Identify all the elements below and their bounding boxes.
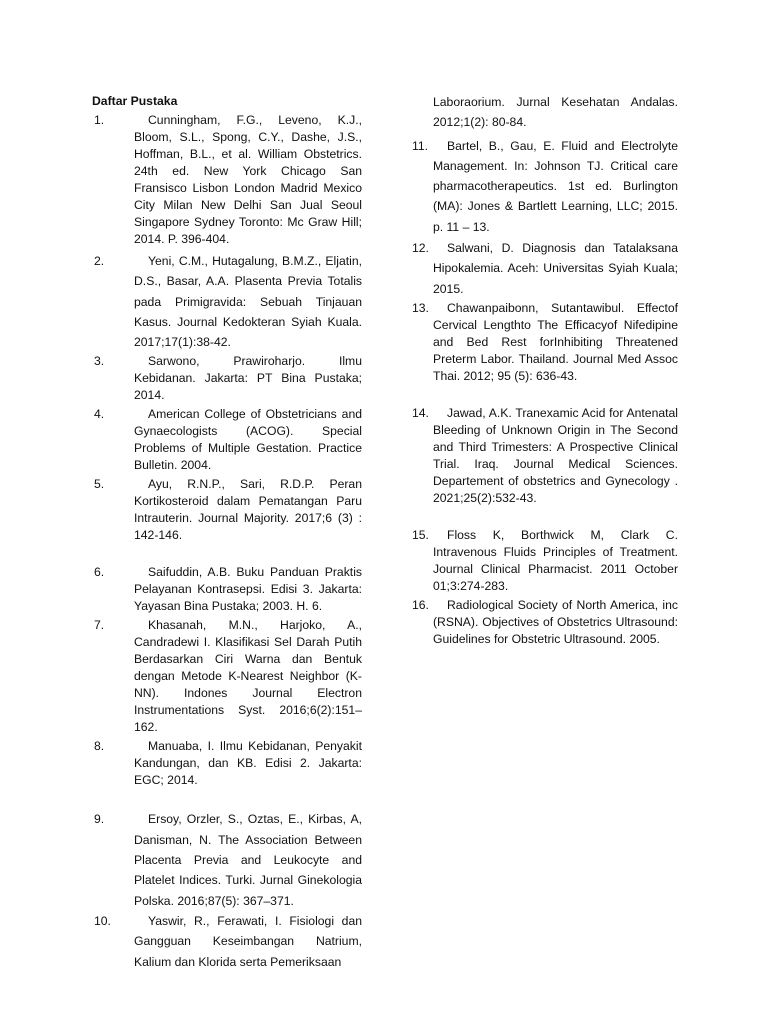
reference-item: [412, 300, 678, 385]
reference-item: [92, 353, 362, 404]
reference-text: Ersoy, Orzler, S., Oztas, E., Kirbas, A, Danisman, N. The Association Between Placenta Previa and Leukocyte and Platelet Indices. Turki. Jurnal Ginekologia Polska. 2016;87(5): 367–371.: [134, 812, 362, 908]
page-title: Daftar Pustaka: [92, 94, 178, 108]
reference-number: 8.: [94, 739, 105, 754]
reference-text: Yaswir, R., Ferawati, I. Fisiologi dan Gangguan Keseimbangan Natrium, Kalium dan Klorida serta Pemeriksaan: [134, 913, 362, 969]
reference-item: [92, 406, 362, 474]
reference-item: [92, 809, 362, 910]
reference-text: American College of Obstetricians and Gynaecologists (ACOG). Special Problems of Multiple Gestation. Practice Bulletin. 2004.: [134, 407, 362, 473]
reference-number: 13.: [412, 300, 429, 315]
right-column: [412, 92, 678, 648]
reference-item: [92, 476, 362, 544]
reference-number: 4.: [94, 407, 105, 422]
reference-text: Radiological Society of North America, inc (RSNA). Objectives of Obstetrics Ultrasound: Guidelines for Obstetric Ultrasound. 2005.: [433, 597, 678, 646]
reference-number: 2.: [94, 254, 105, 268]
reference-text: Yeni, C.M., Hutagalung, B.M.Z., Eljatin, D.S., Basar, A.A. Plasenta Previa Totalis pada Primigravida: Sebuah Tinjauan Kasus. Journal Kedokteran Syiah Kuala. 2017;17(1):38-42.: [134, 254, 362, 350]
reference-text: Cunningham, F.G., Leveno, K.J., Bloom, S.L., Spong, C.Y., Dashe, J.S., Hoffman, B.L., et al. William Obstetrics. 24th ed. New York Chicago San Fransisco Lisbon London Madrid Mexico City Milan New Delhi San Jual Seoul Singapore Sydney Toronto: Mc Graw Hill; 2014. P. 396-404.: [134, 113, 362, 246]
reference-item: [92, 738, 362, 789]
left-column: [92, 92, 362, 972]
reference-number: 16.: [412, 597, 429, 612]
reference-number: 9.: [94, 812, 105, 827]
reference-number: 10.: [94, 913, 111, 928]
reference-text: Floss K, Borthwick M, Clark C. Intravenous Fluids Principles of Treatment. Journal Clinical Pharmacist. 2011 October 01;3:274-283.: [433, 527, 678, 593]
reference-item: [92, 112, 362, 248]
reference-number: 6.: [94, 565, 105, 580]
reference-continuation: Laboraorium. Jurnal Kesehatan Andalas. 2012;1(2): 80-84.: [433, 95, 678, 130]
reference-item: [412, 136, 678, 237]
reference-number: 1.: [94, 113, 105, 127]
reference-item: [92, 564, 362, 615]
reference-text: Saifuddin, A.B. Buku Panduan Praktis Pelayanan Kontrasepsi. Edisi 3. Jakarta: Yayasan Bina Pustaka; 2003. H. 6.: [134, 565, 362, 614]
reference-item: [92, 911, 362, 972]
reference-item: [412, 527, 678, 595]
reference-item: [412, 597, 678, 648]
reference-item: [92, 617, 362, 736]
reference-text: Jawad, A.K. Tranexamic Acid for Antenatal Bleeding of Unknown Origin in The Second and Third Trimesters: A Prospective Clinical Trial. Iraq. Journal Medical Sciences. Departement of obstetrics and Gynecology . 2021;25(2):532-43.: [433, 405, 678, 505]
reference-text: Sarwono, Prawiroharjo. Ilmu Kebidanan. Jakarta: PT Bina Pustaka; 2014.: [134, 354, 362, 403]
reference-number: 11.: [412, 138, 429, 153]
reference-text: Ayu, R.N.P., Sari, R.D.P. Peran Kortikosteroid dalam Pematangan Paru Intrauterin. Journal Majority. 2017;6 (3) : 142-146.: [134, 477, 362, 543]
reference-text: Khasanah, M.N., Harjoko, A., Candradewi I. Klasifikasi Sel Darah Putih Berdasarkan Ciri Warna dan Bentuk dengan Metode K-Nearest Neighbor (K-NN). Indones Journal Electron Instrumentations Syst. 2016;6(2):151–162.: [134, 618, 362, 735]
reference-text: Bartel, B., Gau, E. Fluid and Electrolyte Management. In: Johnson TJ. Critical care pharmacotherapeutics. 1st ed. Burlington (MA): Jones & Bartlett Learning, LLC; 2015. p. 11 – 13.: [433, 138, 678, 234]
reference-item: [412, 405, 678, 507]
reference-number: 14.: [412, 405, 429, 420]
reference-number: 7.: [94, 618, 105, 633]
reference-text: Salwani, D. Diagnosis dan Tatalaksana Hipokalemia. Aceh: Universitas Syiah Kuala; 2015.: [433, 241, 678, 296]
reference-number: 15.: [412, 527, 429, 542]
reference-item: [412, 238, 678, 299]
reference-number: 12.: [412, 241, 429, 256]
reference-item: [92, 251, 362, 352]
reference-text: Manuaba, I. Ilmu Kebidanan, Penyakit Kandungan, dan KB. Edisi 2. Jakarta: EGC; 2014.: [134, 739, 362, 788]
reference-text: Chawanpaibonn, Sutantawibul. Effectof Cervical Lengthto The Efficacyof Nifedipine and Bed Rest forInhibiting Threatened Preterm Labor. Thailand. Journal Med Assoc Thai. 2012; 95 (5): 636-43.: [433, 300, 678, 383]
reference-number: 5.: [94, 477, 105, 492]
reference-number: 3.: [94, 354, 105, 369]
